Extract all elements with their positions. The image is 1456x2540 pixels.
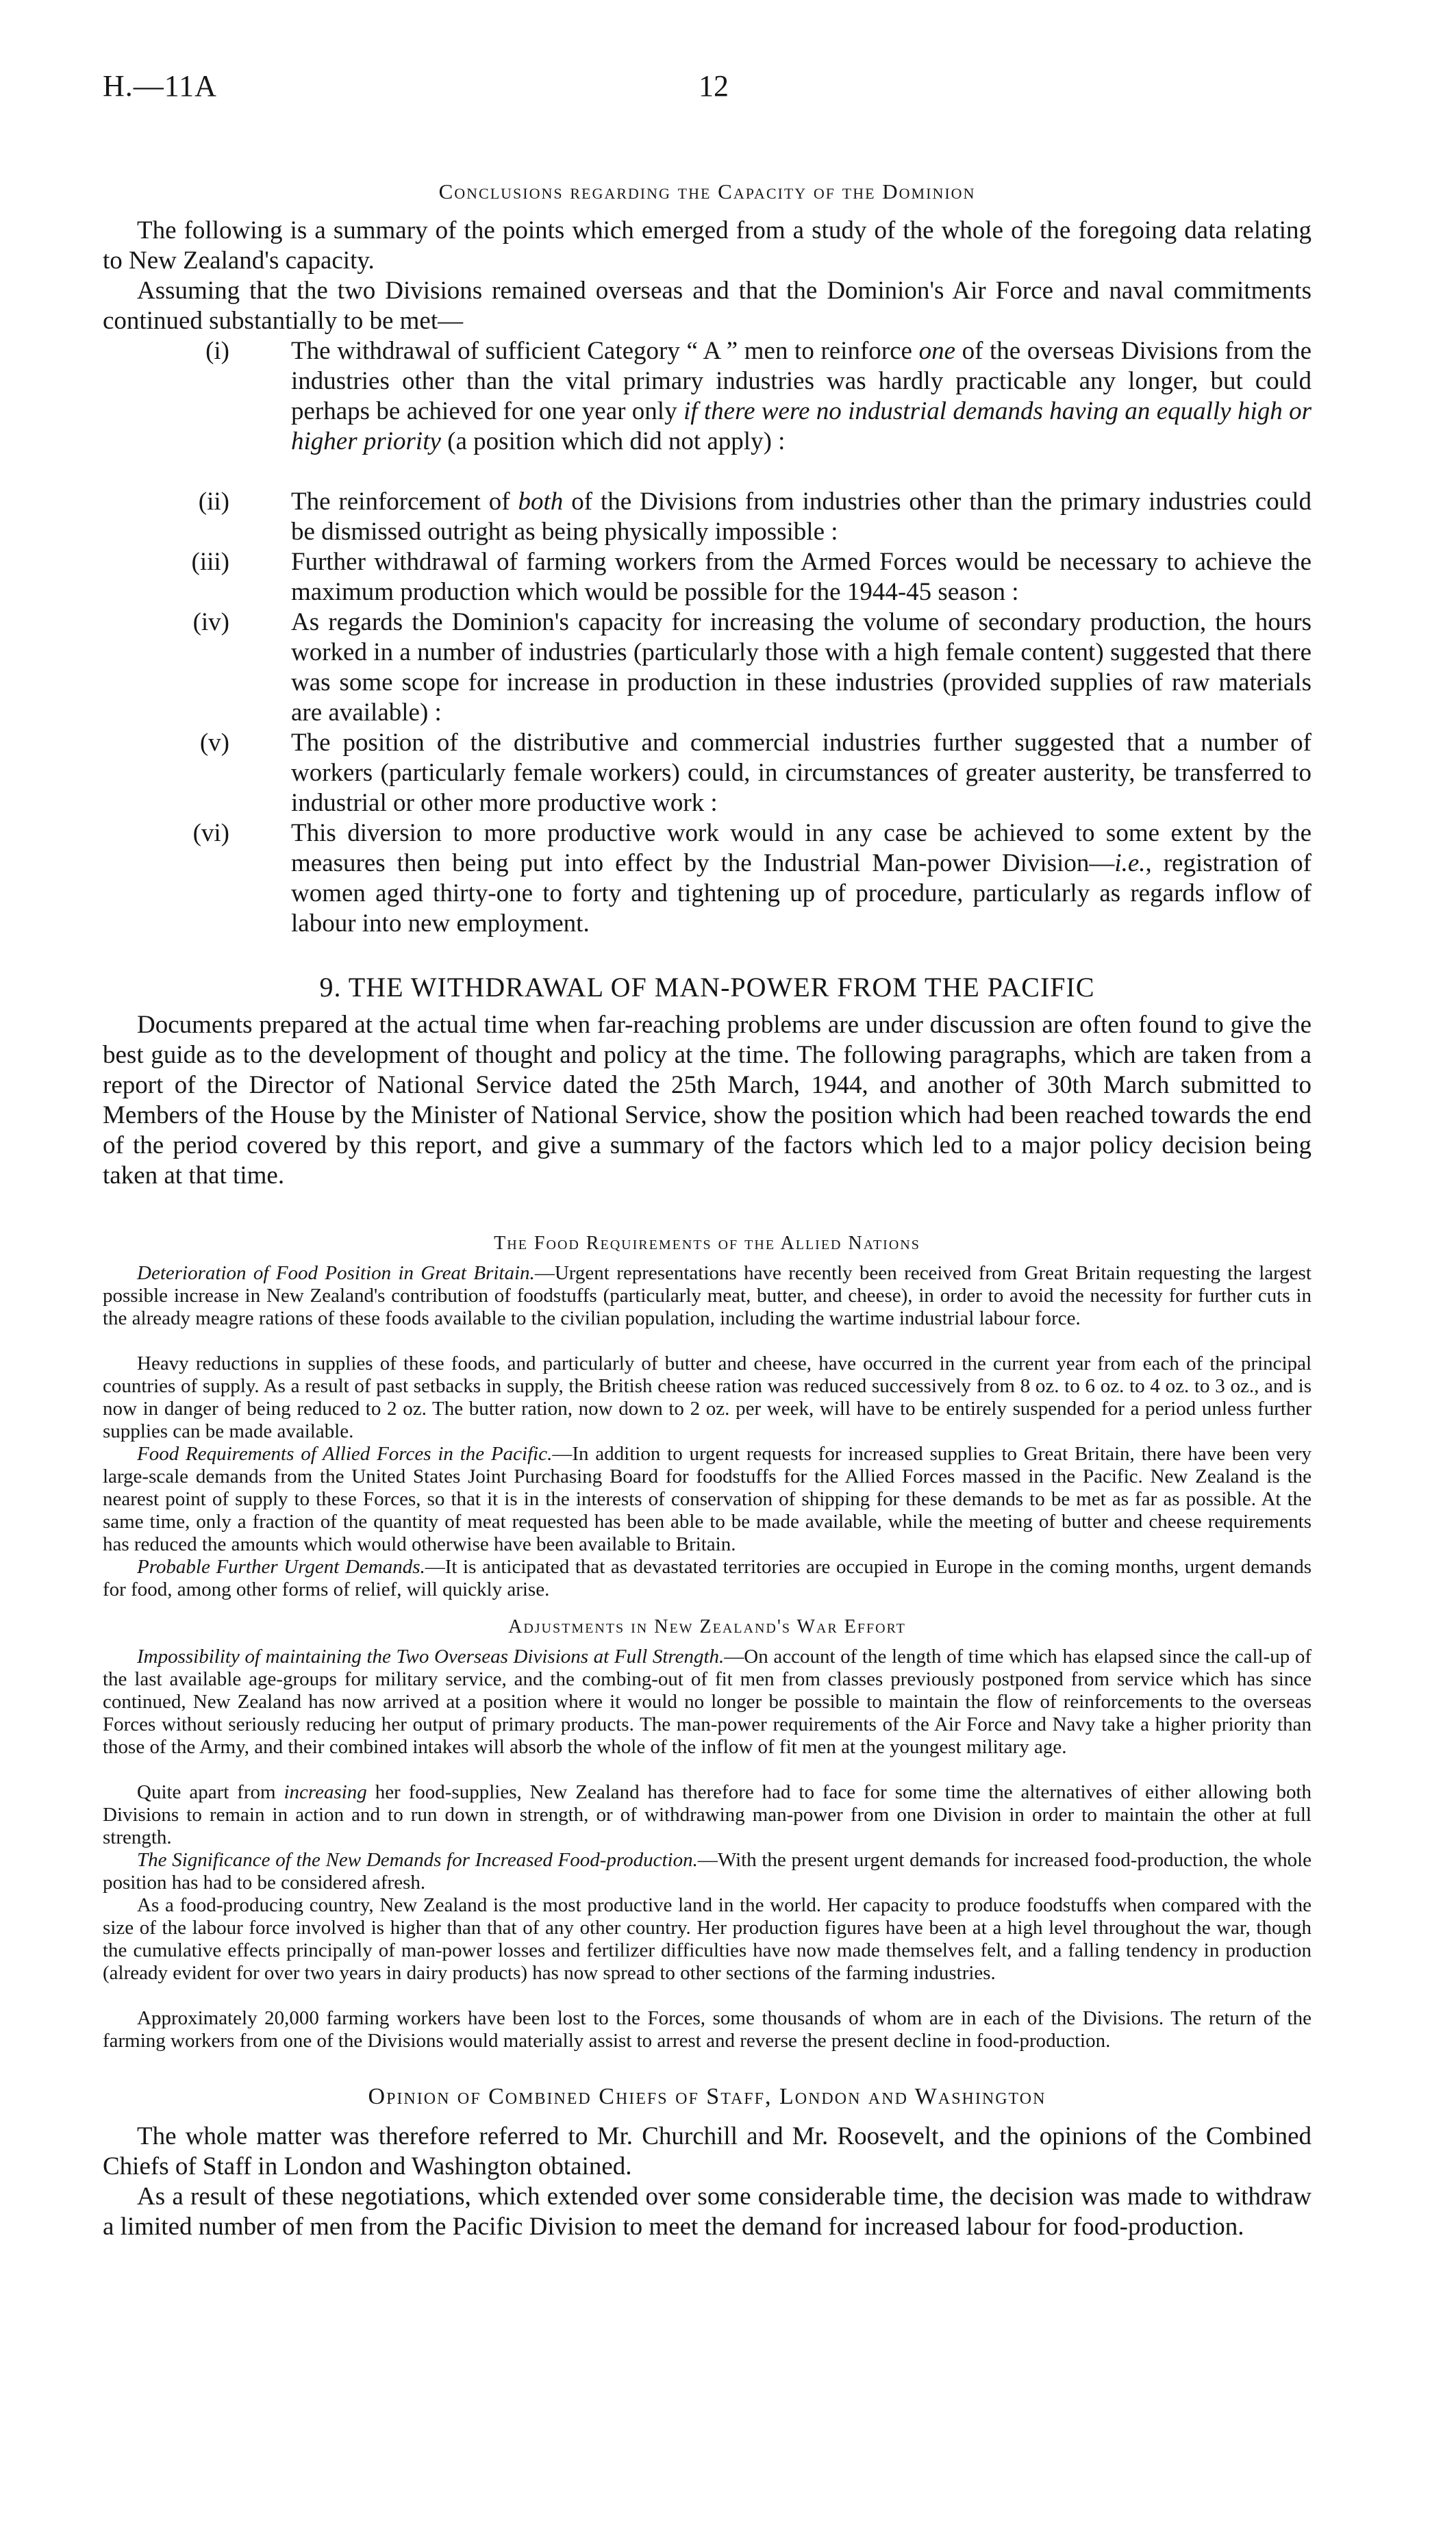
series-number: H.—11A (103, 69, 217, 103)
opinion-paragraph-1: The whole matter was therefore referred to Mr. Churchill and Mr. Roosevelt, and the opinions of the Combined Chiefs of Staff in London and Washington obtained. (103, 2122, 1311, 2180)
section-9-paragraph: Documents prepared at the actual time when far-reaching problems are under discussion are often found to give the best guide as to the development of thought and policy at the time. The following paragraphs, which are taken from a report of the Director of National Service dated the 25th March, 1944, and another of 30th March submitted to Members of the House by the Minister of National Service, show the position which had been reached towards the end of the period covered by this report, and give a summary of the factors which led to a major policy decision being taken at that time. (103, 1011, 1311, 1190)
item-number: (v) (199, 729, 229, 757)
conclusions-item-1: The withdrawal of sufficient Category “ A ” men to reinforce one of the overseas Divisions from the industries other than the vital primary industries was hardly practicable any longer, but could perhaps be achieved for one year only if there were no industrial demands having an equally high or higher priority (a position which did not apply) : (291, 337, 1311, 455)
opinion-paragraph-2: As a result of these negotiations, which extended over some considerable time, the decision was made to withdraw a limited number of men from the Pacific Division to meet the demand for increased labour for food-production. (103, 2183, 1311, 2241)
conclusions-intro-1: The following is a summary of the points which emerged from a study of the whole of the foregoing data relating to New Zealand's capacity. (103, 216, 1311, 275)
conclusions-item-2: The reinforcement of both of the Divisions from industries other than the primary industries could be dismissed outright as being physically impossible : (291, 488, 1311, 546)
item-number: (vi) (192, 819, 229, 847)
conclusions-intro-2: Assuming that the two Divisions remained overseas and that the Dominion's Air Force and naval commitments continued substantially to be met— (103, 277, 1311, 335)
adjust-paragraph-5: Approximately 20,000 farming workers have been lost to the Forces, some thousands of whom are in each of the Divisions. The return of the farming workers from one of the Divisions would materially assist to arrest and reverse the present decline in food-production. (103, 2007, 1311, 2052)
item-number: (i) (205, 337, 229, 365)
adjust-paragraph-4: As a food-producing country, New Zealand is the most productive land in the world. Her capacity to produce foodstuffs when compared with the size of the labour force involved is higher than that of any other country. Her production figures have been at a high level throughout the war, though the cumulative effects principally of man-power losses and fertilizer difficulties have now made themselves felt, and a falling tendency in production (already evident for over two years in dairy products) has now spread to other sections of the farming industries. (103, 1894, 1311, 1984)
conclusions-item-4: As regards the Dominion's capacity for increasing the volume of secondary production, the hours worked in a number of industries (particularly those with a high female content) suggested that there was some scope for increase in production in these industries (provided supplies of raw materials are available) : (291, 608, 1311, 727)
adjust-paragraph-1: Impossibility of maintaining the Two Overseas Divisions at Full Strength.—On account of the length of time which has elapsed since the call-up of the last available age-groups for military service, and the combing-out of fit men from classes previously postponed from service which has since continued, New Zealand has now arrived at a position where it would no longer be possible to maintain the flow of reinforcements to the overseas Forces without seriously reducing her output of primary products. The man-power requirements of the Air Force and Navy take a higher priority than those of the Army, and their combined intakes will absorb the whole of the inflow of fit men at the youngest military age. (103, 1646, 1311, 1758)
adjust-paragraph-3: The Significance of the New Demands for Increased Food-production.—With the present urgent demands for increased food-production, the whole position has had to be considered afresh. (103, 1849, 1311, 1894)
adjustments-heading: Adjustments in New Zealand's War Effort (508, 1616, 906, 1637)
item-number: (ii) (198, 488, 229, 516)
food-paragraph-4: Probable Further Urgent Demands.—It is anticipated that as devastated territories are occupied in Europe in the coming months, urgent demands for food, among other forms of relief, will quickly arise. (103, 1556, 1311, 1600)
adjust-paragraph-2: Quite apart from increasing her food-supplies, New Zealand has therefore had to face for some time the alternatives of either allowing both Divisions to remain in action and to run down in strength, or of withdrawing man-power from one Division in order to maintain the other at full strength. (103, 1781, 1311, 1848)
opinion-heading: Opinion of Combined Chiefs of Staff, London and Washington (368, 2084, 1046, 2109)
conclusions-item-3: Further withdrawal of farming workers from the Armed Forces would be necessary to achieve the maximum production which would be possible for the 1944-45 season : (291, 548, 1311, 606)
conclusions-item-6: This diversion to more productive work would in any case be achieved to some extent by the measures then being put into effect by the Industrial Man-power Division—i.e., registration of women aged thirty-one to forty and tightening up of procedure, particularly as regards inflow of labour into new employment. (291, 819, 1311, 938)
conclusions-item-5: The position of the distributive and commercial industries further suggested that a number of workers (particularly female workers) could, in circumstances of greater austerity, be transferred to industrial or other more productive work : (291, 729, 1311, 817)
food-paragraph-2: Heavy reductions in supplies of these foods, and particularly of butter and cheese, have occurred in the current year from each of the principal countries of supply. As a result of past setbacks in supply, the British cheese ration was reduced successively from 8 oz. to 6 oz. to 4 oz. to 3 oz., and is now in danger of being reduced to 2 oz. The butter ration, now down to 2 oz. per week, will have to be entirely suspended for a period unless further supplies can be made available. (103, 1353, 1311, 1442)
food-paragraph-3: Food Requirements of Allied Forces in the Pacific.—In addition to urgent requests for increased supplies to Great Britain, there have been very large-scale demands from the United States Joint Purchasing Board for foodstuffs for the Allied Forces massed in the Pacific. New Zealand is the nearest point of supply to these Forces, so that it is in the interests of conservation of shipping for these demands to be met as far as possible. At the same time, only a fraction of the quantity of meat requested has been able to be made available, while the meeting of butter and cheese requirements has reduced the amounts which would otherwise have been available to Britain. (103, 1443, 1311, 1555)
conclusions-heading: Conclusions regarding the Capacity of the Dominion (438, 179, 976, 203)
page-number: 12 (699, 69, 729, 103)
food-paragraph-1: Deterioration of Food Position in Great Britain.—Urgent representations have recently been received from Great Britain requesting the largest possible increase in New Zealand's contribution of foodstuffs (particularly meat, butter, and cheese), in order to avoid the necessity for further cuts in the already meagre rations of these foods available to the civilian population, including the wartime industrial labour force. (103, 1262, 1311, 1329)
section-9-heading: 9. THE WITHDRAWAL OF MAN-POWER FROM THE PACIFIC (319, 972, 1095, 1003)
item-number: (iv) (192, 608, 229, 636)
food-heading: The Food Requirements of the Allied Nations (494, 1233, 920, 1254)
item-number: (iii) (191, 548, 229, 576)
